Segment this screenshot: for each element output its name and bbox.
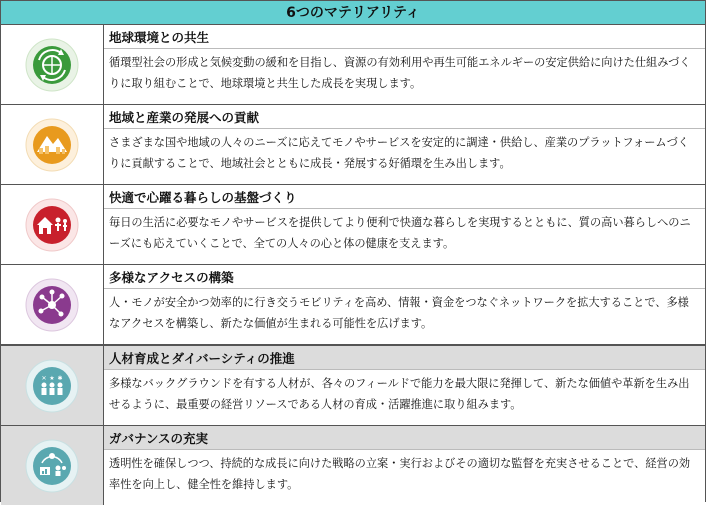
text-cell [104, 25, 705, 104]
materiality-row-lifestyle [1, 185, 705, 265]
materiality-title: 快適で心躍る暮らしの基盤づくり [104, 185, 705, 209]
text-cell [104, 105, 705, 184]
icon-cell [1, 265, 104, 344]
icon-cell [1, 185, 104, 264]
materiality-description: 循環型社会の形成と気候変動の緩和を目指し、資源の有効利用や再生可能エネルギーの安定供給に向けた仕組みづくりに取り組むことで、地球環境と共生した成長を実現します。 [109, 56, 691, 90]
people-group-icon [25, 359, 79, 413]
home-family-icon [25, 198, 79, 252]
materiality-description: 毎日の生活に必要なモノやサービスを提供してより便利で快適な暮らしを実現するとともに、質の高い暮らしへのニーズにも応えていくことで、全ての人々の心と体の健康を支えます。 [109, 216, 691, 250]
materiality-row-talent [1, 345, 705, 426]
materiality-description: 透明性を確保しつつ、持続的な成長に向けた戦略の立案・実行およびその適切な監督を充実させることで、経営の効率性を向上し、健全性を維持します。 [104, 450, 705, 505]
svg-text:✱: ✱ [57, 374, 63, 382]
materiality-description: さまざまな国や地域の人々のニーズに応えてモノやサービスを安定的に調達・供給し、産業のプラットフォームづくりに貢献することで、地域社会とともに成長・発展する好循環を生み出します。 [109, 136, 689, 170]
table-title: 6つのマテリアリティ [1, 1, 705, 25]
materiality-row-environment [1, 25, 705, 105]
materiality-description: 多様なバックグラウンドを有する人材が、各々のフィールドで能力を最大限に発揮して、新たな価値や革新を生み出せるように、最重要の経営リソースである人材の育成・活躍推進に取り組みます。 [104, 370, 705, 425]
materiality-title: ガバナンスの充実 [104, 426, 705, 450]
materiality-row-governance [1, 426, 705, 505]
materiality-description: 人・モノが安全かつ効率的に行き交うモビリティを高め、情報・資金をつなぐネットワークを拡大することで、多様なアクセスを構築し、新たな価値が生まれる可能性を広げます。 [109, 296, 689, 330]
governance-chart-icon [25, 439, 79, 493]
materiality-row-access [1, 265, 705, 345]
materiality-title: 地域と産業の発展への貢献 [104, 105, 705, 129]
icon-cell [1, 426, 104, 505]
icon-cell [1, 346, 104, 425]
network-node-icon [25, 278, 79, 332]
materiality-title: 地球環境との共生 [104, 25, 705, 49]
svg-text:★: ★ [49, 374, 55, 382]
globe-recycle-icon [25, 38, 79, 92]
materiality-title: 人材育成とダイバーシティの推進 [104, 346, 705, 370]
text-cell [104, 185, 705, 264]
text-cell [104, 426, 705, 505]
icon-cell [1, 105, 104, 184]
materiality-title: 多様なアクセスの構築 [104, 265, 705, 289]
icon-cell [1, 25, 104, 104]
text-cell [104, 346, 705, 425]
svg-text:✕: ✕ [41, 374, 47, 382]
text-cell [104, 265, 705, 344]
materiality-row-regional [1, 105, 705, 185]
city-mountain-icon [25, 118, 79, 172]
